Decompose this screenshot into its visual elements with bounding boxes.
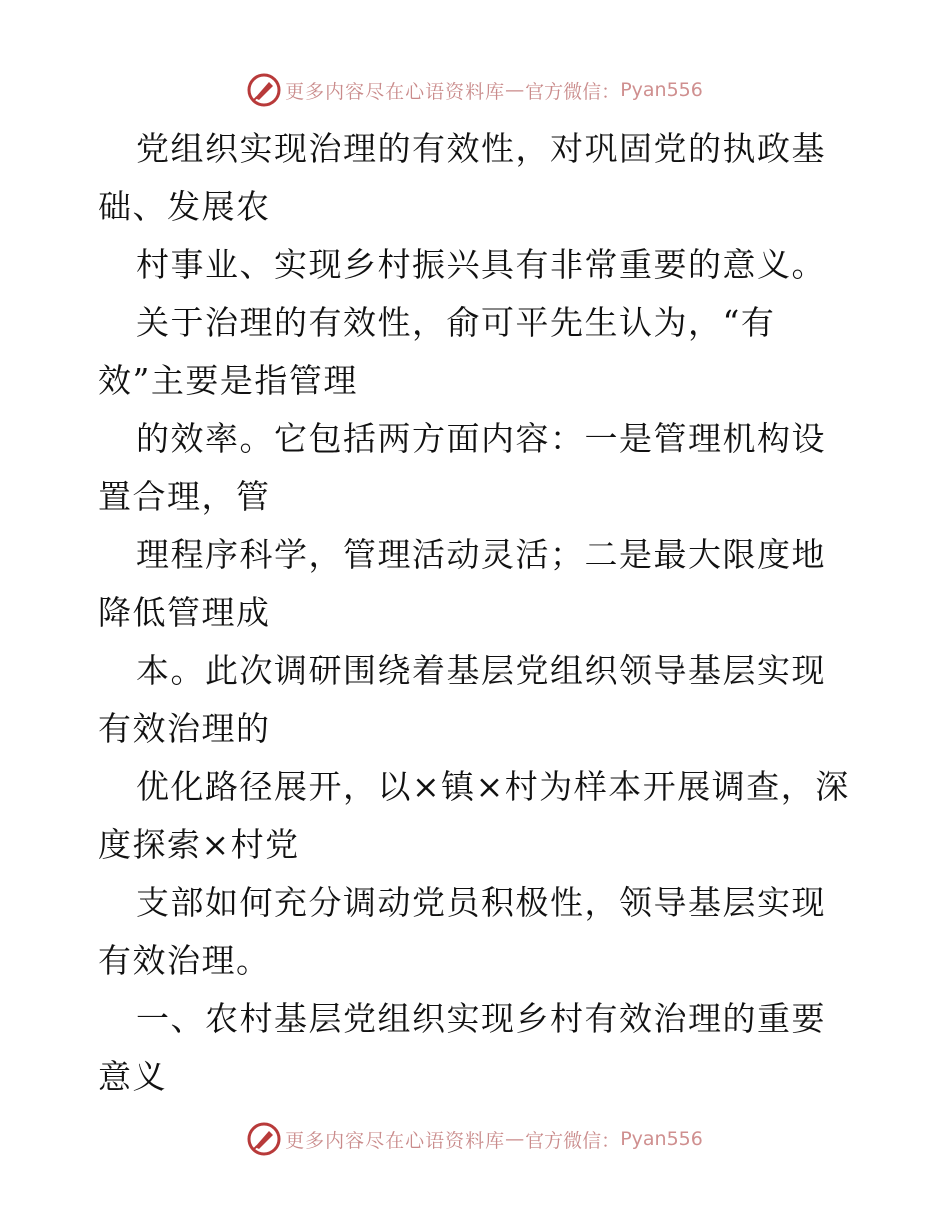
banner-dash: — [505,1128,526,1150]
banner-wechat-label: 官方微信： [525,80,621,103]
quill-pen-seal-icon [247,1122,281,1156]
document-body [98,120,858,1106]
paragraph: 关于治理的有效性，俞可平先生认为，“有效”主要是指管理 [98,303,776,400]
banner-text: 更多内容尽在心语资料库 [285,80,506,103]
paragraph: 支部如何充分调动党员积极性，领导基层实现有效治理。 [98,883,826,980]
banner-dash: — [505,79,526,101]
banner-text: 更多内容尽在心语资料库 [285,1129,506,1152]
footer-watermark-banner [0,1119,950,1159]
section-heading: 一、农村基层党组织实现乡村有效治理的重要意义 [98,999,826,1096]
banner-wechat-id: Pyan556 [620,79,703,101]
header-watermark-banner [0,70,950,110]
banner-wechat-label: 官方微信： [525,1129,621,1152]
paragraph: 村事业、实现乡村振兴具有非常重要的意义。 [136,245,826,284]
quill-pen-seal-icon [247,73,281,107]
paragraph: 党组织实现治理的有效性，对巩固党的执政基础、发展农 [98,129,826,226]
paragraph: 优化路径展开，以×镇×村为样本开展调查，深度探索×村党 [98,767,850,864]
paragraph: 本。此次调研围绕着基层党组织领导基层实现有效治理的 [98,651,826,748]
banner-wechat-id: Pyan556 [620,1128,703,1150]
paragraph: 的效率。它包括两方面内容：一是管理机构设置合理，管 [98,419,826,516]
paragraph: 理程序科学，管理活动灵活；二是最大限度地降低管理成 [98,535,826,632]
